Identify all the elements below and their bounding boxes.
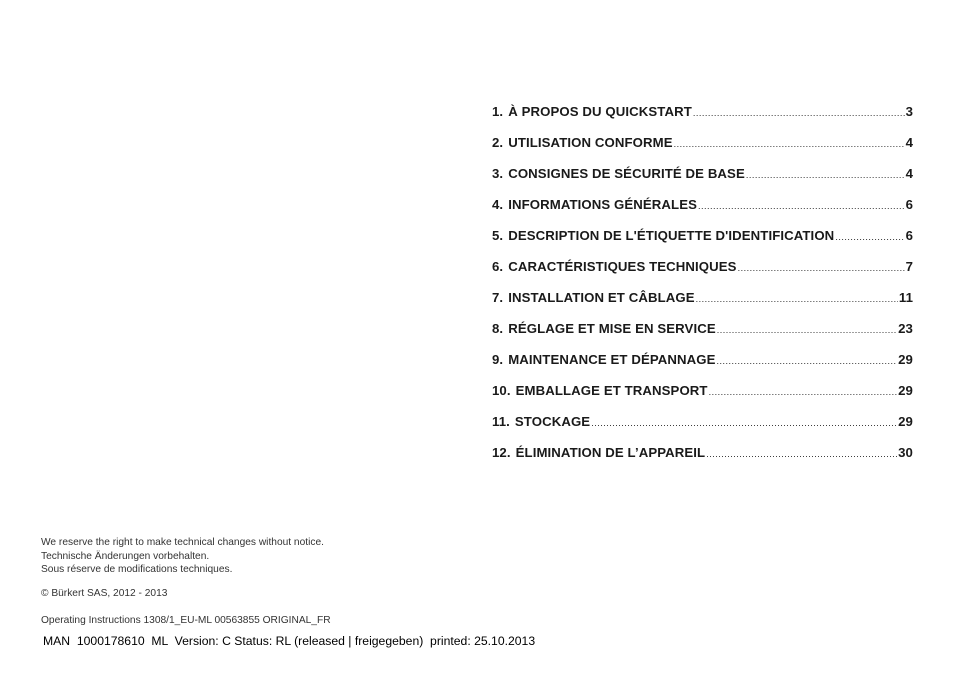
- toc-entry-title: MAINTENANCE ET DÉPANNAGE: [508, 352, 716, 367]
- toc-entry[interactable]: [492, 135, 913, 166]
- toc-entry[interactable]: [492, 290, 913, 321]
- dot-leader: [696, 294, 898, 304]
- toc-entry-number: 2.: [492, 135, 504, 150]
- toc-entry[interactable]: [492, 166, 913, 197]
- toc-entry[interactable]: [492, 228, 913, 259]
- toc-entry-title: STOCKAGE: [514, 414, 591, 429]
- toc-entry-title: RÉGLAGE ET MISE EN SERVICE: [508, 321, 716, 336]
- toc-entry-page: 6: [905, 197, 913, 212]
- toc-entry-page: 3: [905, 104, 913, 119]
- toc-entry-title: CONSIGNES DE SÉCURITÉ DE BASE: [508, 166, 745, 181]
- dot-leader: [709, 387, 898, 397]
- toc-entry-number: 5.: [492, 228, 504, 243]
- toc-entry-number: 11.: [492, 414, 510, 429]
- toc-entry-title: INFORMATIONS GÉNÉRALES: [508, 197, 697, 212]
- toc-entry-title: CARACTÉRISTIQUES TECHNIQUES: [508, 259, 737, 274]
- dot-leader: [698, 201, 905, 211]
- toc-entry-page: 6: [905, 228, 913, 243]
- notice-french: Sous réserve de modifications techniques.: [41, 564, 233, 575]
- toc-entry-page: 11: [898, 290, 913, 305]
- toc-entry[interactable]: [492, 383, 913, 414]
- toc-entry[interactable]: [492, 414, 913, 445]
- operating-instructions-code: Operating Instructions 1308/1_EU-ML 00563855 ORIGINAL_FR: [41, 615, 331, 626]
- toc-entry-number: 8.: [492, 321, 504, 336]
- toc-entry-number: 4.: [492, 197, 504, 212]
- toc-entry-number: 1.: [492, 104, 504, 119]
- dot-leader: [706, 449, 897, 459]
- toc-entry-page: 29: [898, 383, 913, 398]
- toc-entry-page: 4: [905, 135, 913, 150]
- dot-leader: [746, 170, 905, 180]
- toc-entry[interactable]: [492, 352, 913, 383]
- document-version-line: MAN 1000178610 ML Version: C Status: RL (released | freigegeben) printed: 25.10.2013: [43, 634, 536, 648]
- toc-entry-number: 10.: [492, 383, 511, 398]
- toc-entry-number: 7.: [492, 290, 504, 305]
- notice-english: We reserve the right to make technical changes without notice.: [41, 537, 324, 548]
- dot-leader: [693, 108, 905, 118]
- toc-entry-title: EMBALLAGE ET TRANSPORT: [515, 383, 708, 398]
- legal-notice: [41, 536, 324, 577]
- toc-entry[interactable]: [492, 197, 913, 228]
- notice-german: Technische Änderungen vorbehalten.: [41, 550, 210, 562]
- toc-entry[interactable]: [492, 104, 913, 135]
- dot-leader: [835, 232, 904, 242]
- dot-leader: [591, 418, 897, 428]
- toc-entry-page: 23: [898, 321, 913, 336]
- toc-entry[interactable]: [492, 445, 913, 476]
- toc-entry-page: 7: [905, 259, 913, 274]
- toc-entry-page: 29: [898, 414, 913, 429]
- toc-entry-number: 6.: [492, 259, 504, 274]
- toc-entry-title: À PROPOS DU QUICKSTART: [508, 104, 692, 119]
- toc-entry-number: 9.: [492, 352, 504, 367]
- dot-leader: [738, 263, 905, 273]
- toc-entry[interactable]: [492, 259, 913, 290]
- toc-entry-number: 3.: [492, 166, 504, 181]
- toc-entry-page: 4: [905, 166, 913, 181]
- table-of-contents: [492, 104, 913, 476]
- toc-entry-title: DESCRIPTION DE L'ÉTIQUETTE D'IDENTIFICATION: [508, 228, 835, 243]
- toc-entry[interactable]: [492, 321, 913, 352]
- toc-entry-title: ÉLIMINATION DE L’APPAREIL: [515, 445, 706, 460]
- toc-entry-number: 12.: [492, 445, 511, 460]
- toc-entry-title: INSTALLATION ET CÂBLAGE: [508, 290, 695, 305]
- dot-leader: [717, 325, 897, 335]
- toc-entry-page: 29: [898, 352, 913, 367]
- copyright-text: © Bürkert SAS, 2012 - 2013: [41, 588, 168, 599]
- dot-leader: [674, 139, 905, 149]
- toc-entry-page: 30: [898, 445, 913, 460]
- toc-entry-title: UTILISATION CONFORME: [508, 135, 673, 150]
- dot-leader: [717, 356, 898, 366]
